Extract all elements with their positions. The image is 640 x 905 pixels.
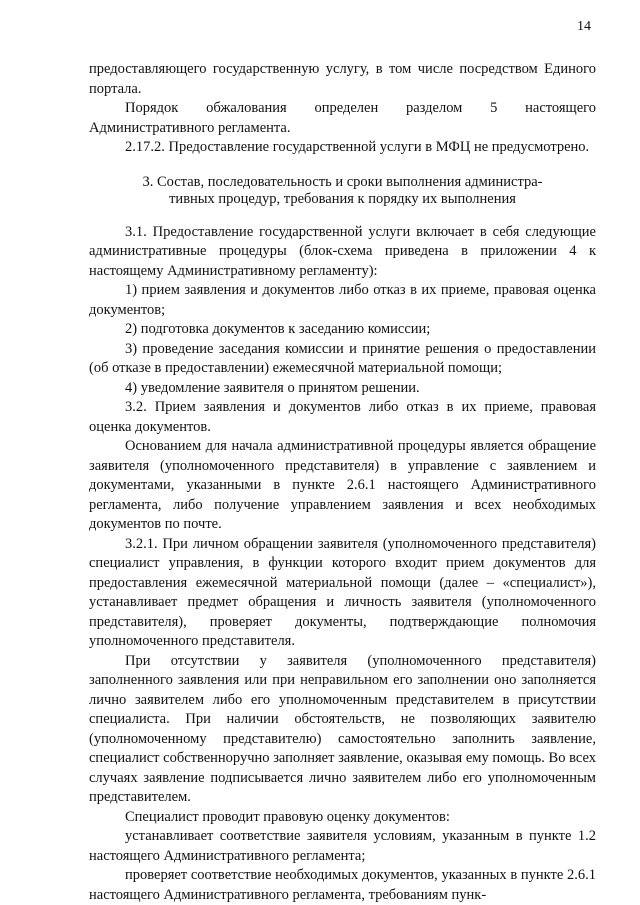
- paragraph-basis: Основанием для начала административной процедуры является обращение заявителя (уполномоченного представителя) в управление с заявлением и документами, указанными в пункте 2.6.1 настоящего Административного регламента, либо получение управлением заявления и всех необходимых документов по почте.: [89, 438, 596, 532]
- paragraph-appeal-order: Порядок обжалования определен разделом 5 настоящего Административного регламента.: [89, 100, 596, 136]
- paragraph-establishes: устанавливает соответствие заявителя условиям, указанным в пункте 1.2 настоящего Административного регламента;: [89, 828, 596, 864]
- list-item-2: 2) подготовка документов к заседанию комиссии;: [125, 321, 431, 337]
- page-number: 14: [577, 19, 591, 34]
- paragraph-continued: предоставляющего государственную услугу, в том числе посредством Единого портала.: [89, 61, 596, 97]
- document-body: [89, 60, 596, 905]
- paragraph-legal-assessment: Специалист проводит правовую оценку документов:: [125, 808, 450, 825]
- paragraph-2-17-2: 2.17.2. Предоставление государственной услуги в МФЦ не предусмотрено.: [125, 139, 590, 155]
- paragraph-3-1: 3.1. Предоставление государственной услуги включает в себя следующие административные процедуры (блок-схема приведена в приложении 4 к настоящему Административному регламенту):: [89, 223, 596, 279]
- paragraph-checks: проверяет соответствие необходимых документов, указанных в пункте 2.6.1 настоящего Административного регламента, требованиям пунк-: [89, 867, 596, 903]
- section-heading: [89, 174, 596, 209]
- list-item-4: 4) уведомление заявителя о принятом решении.: [125, 379, 420, 396]
- section-heading-line1: 3. Состав, последовательность и сроки выполнения администра-: [142, 173, 543, 190]
- paragraph-absence: При отсутствии у заявителя (уполномоченного представителя) заполненного заявления или при неправильном его заполнении оно заполняется лично заявителем либо его уполномоченным представителем в присутствии специалиста. При наличии обстоятельств, не позволяющих заявителю (уполномоченному представителю) самостоятельно заполнить заявление, специалист собственноручно заполняет заявление, оказывая ему помощь. Во всех случаях заявление подписывается лично заявителем либо его уполномоченным представителем.: [89, 652, 596, 805]
- list-item-3: 3) проведение заседания комиссии и принятие решения о предоставлении (об отказе в предоставлении) ежемесячной материальной помощи;: [89, 340, 596, 376]
- section-heading-line2: тивных процедур, требования к порядку их выполнения: [169, 191, 516, 207]
- paragraph-3-2: 3.2. Прием заявления и документов либо отказ в их приеме, правовая оценка документов.: [89, 399, 596, 435]
- paragraph-3-2-1: 3.2.1. При личном обращении заявителя (уполномоченного представителя) специалист управления, в функции которого входит прием документов для предоставления ежемесячной материальной помощи (далее – «специалист»), устанавливает предмет обращения и личность заявителя (уполномоченного представителя), проверяет документы, подтверждающие полномочия уполномоченного представителя.: [89, 535, 596, 649]
- list-item-1: 1) прием заявления и документов либо отказ в их приеме, правовая оценка документов;: [89, 282, 596, 318]
